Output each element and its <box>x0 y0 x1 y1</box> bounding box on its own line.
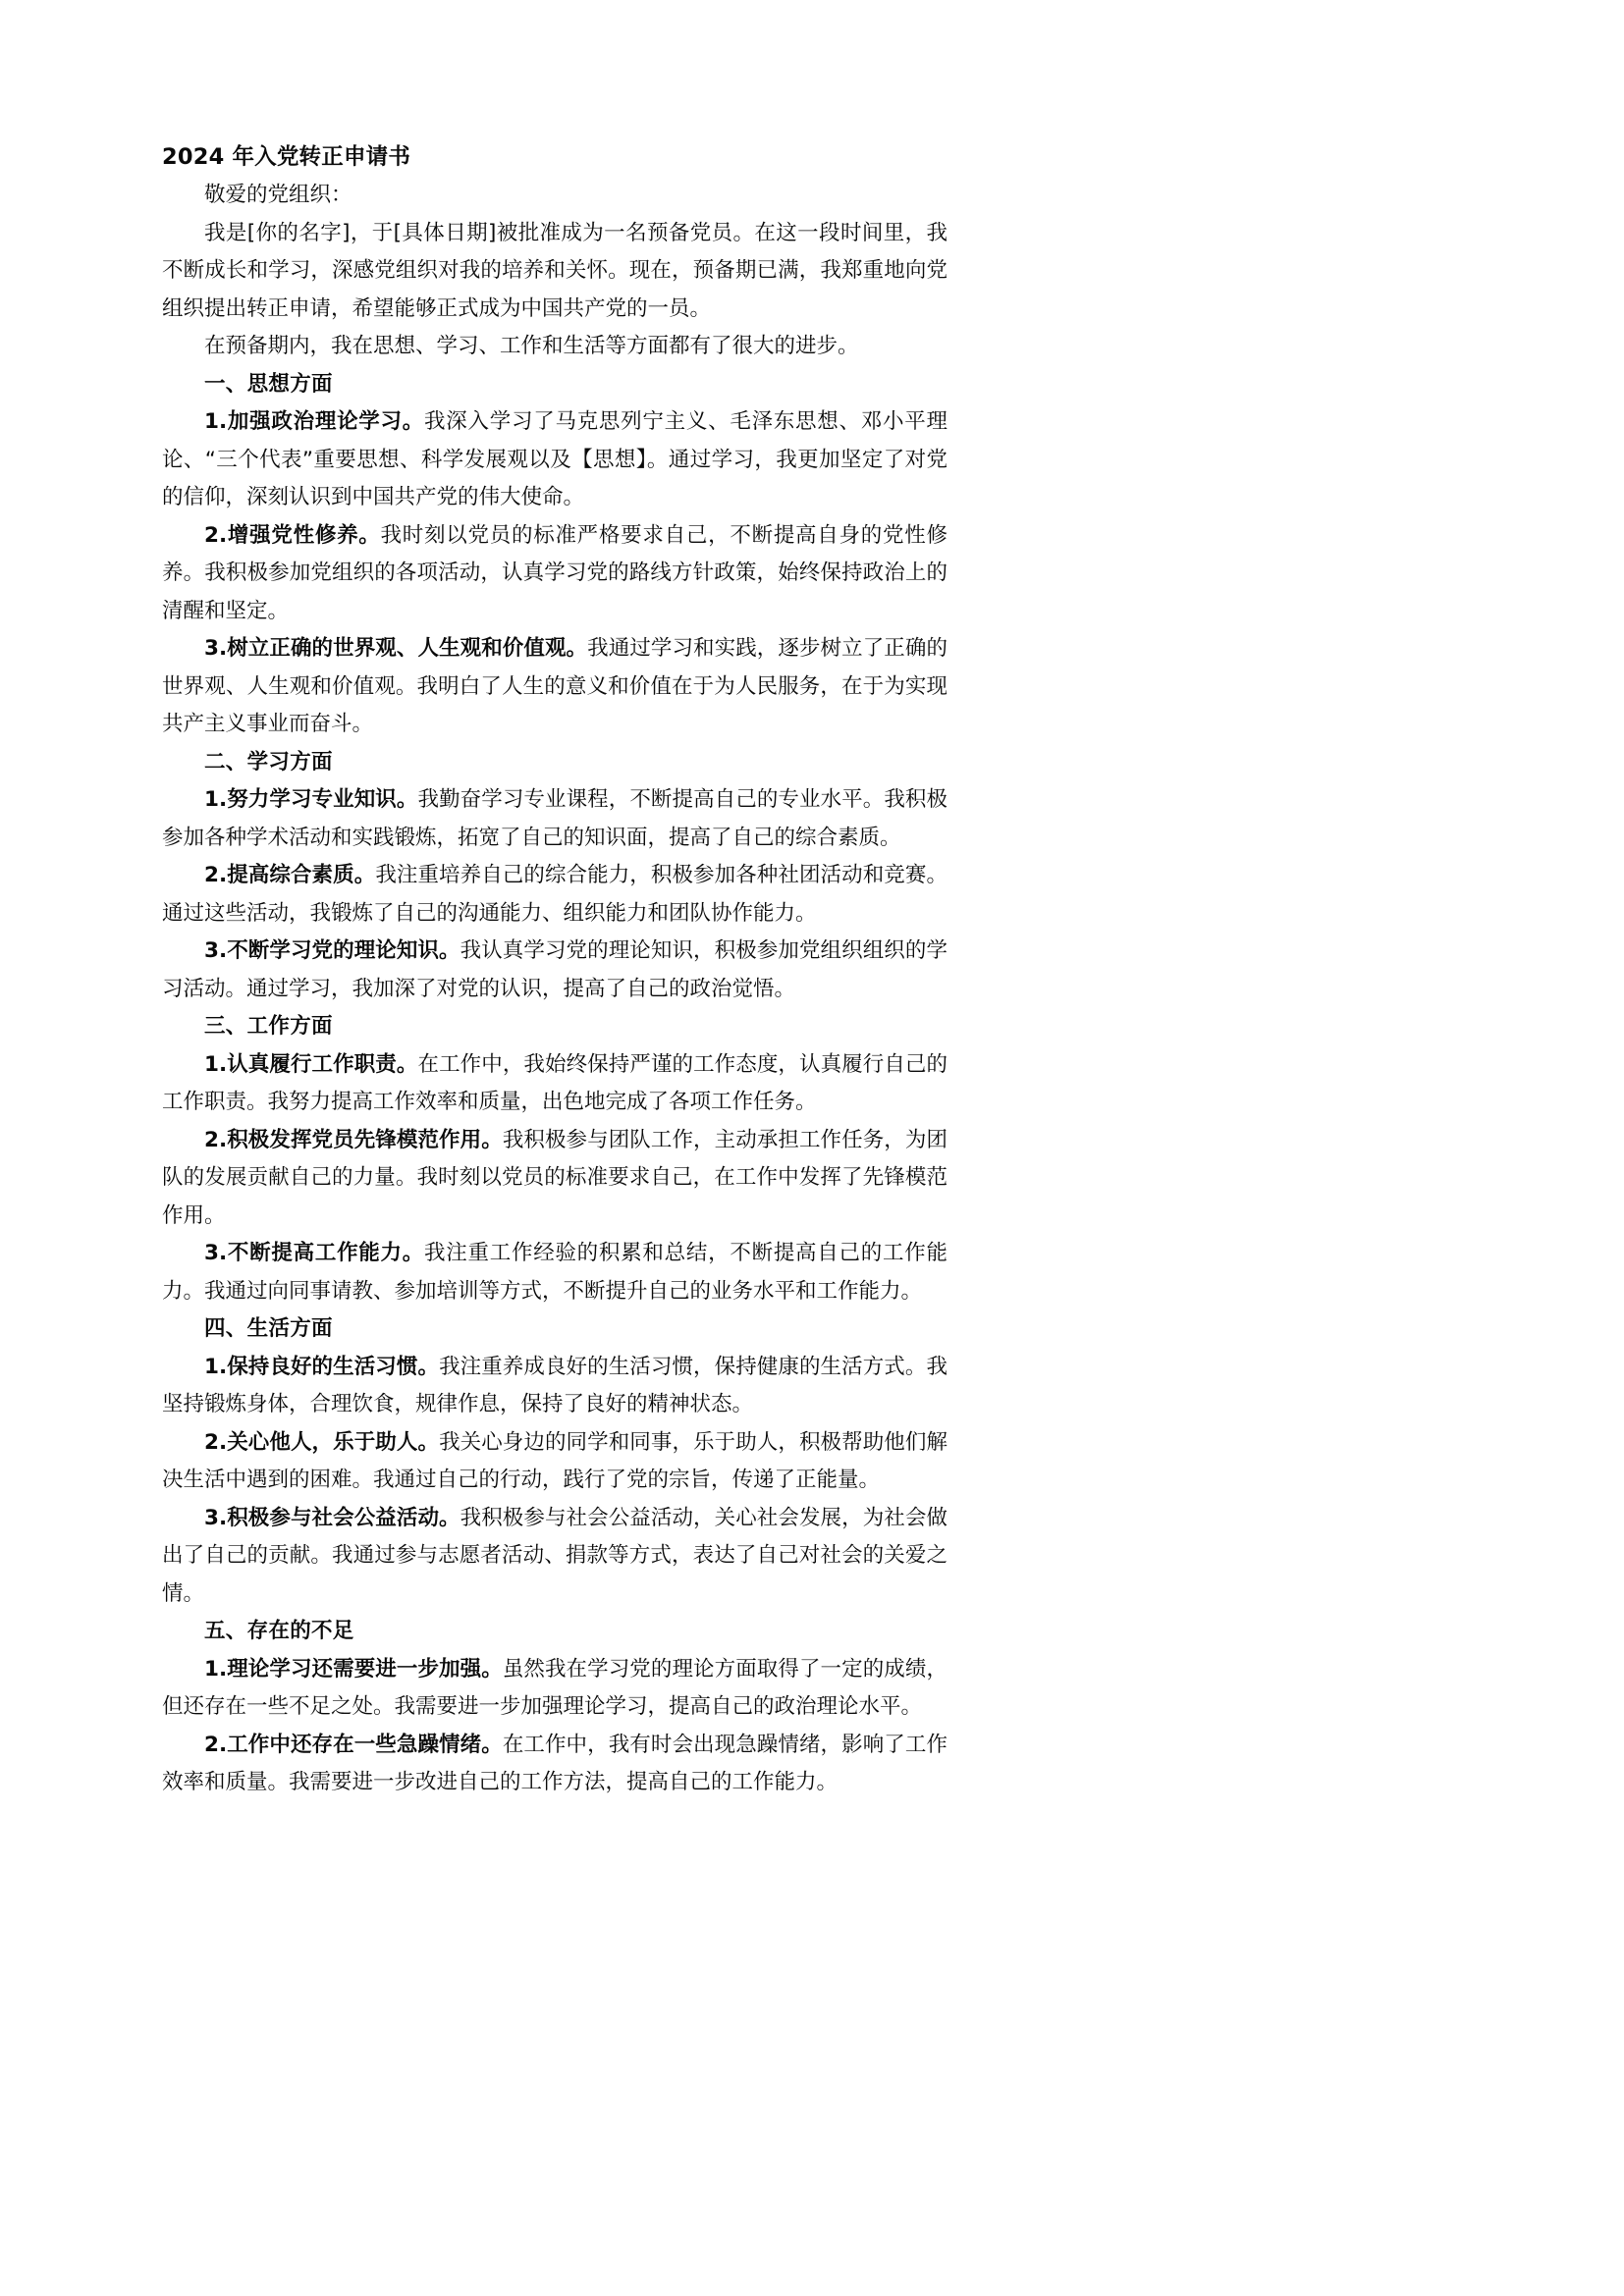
item-number: 3. <box>204 938 228 963</box>
section-2-item-3 <box>162 933 947 1008</box>
item-lead: 关心他人，乐于助人。 <box>227 1429 440 1455</box>
item-body: 我关心身边的同学和同事，乐于助人，积极帮助他们解决生活中遇到的困难。我通过自己的行动，践行了党的宗旨，传递了正能量。 <box>162 1429 947 1492</box>
section-heading-4: 四、生活方面 <box>204 1316 333 1341</box>
item-body: 虽然我在学习党的理论方面取得了一定的成绩，但还存在一些不足之处。我需要进一步加强理论学习，提高自己的政治理论水平。 <box>162 1656 947 1719</box>
intro-paragraph-2: 在预备期内，我在思想、学习、工作和生活等方面都有了很大的进步。 <box>204 334 859 358</box>
item-lead: 增强党性修养。 <box>227 522 381 548</box>
item-lead: 理论学习还需要进一步加强。 <box>227 1656 503 1682</box>
item-body: 我注重培养自己的综合能力，积极参加各种社团活动和竞赛。通过这些活动，我锻炼了自己的沟通能力、组织能力和团队协作能力。 <box>162 863 947 926</box>
item-lead: 不断学习党的理论知识。 <box>227 938 460 963</box>
section-3-item-2 <box>162 1122 947 1236</box>
section-heading-1: 一、思想方面 <box>204 371 333 397</box>
item-lead: 不断提高工作能力。 <box>227 1241 425 1265</box>
item-body: 我积极参与团队工作，主动承担工作任务，为团队的发展贡献自己的力量。我时刻以党员的标准要求自己，在工作中发挥了先锋模范作用。 <box>162 1127 947 1228</box>
item-body: 我时刻以党员的标准严格要求自己，不断提高自身的党性修养。我积极参加党组织的各项活动，认真学习党的路线方针政策，始终保持政治上的清醒和坚定。 <box>162 522 947 623</box>
item-number: 2. <box>204 1429 228 1455</box>
section-heading-5: 五、存在的不足 <box>204 1619 354 1643</box>
section-heading-2: 二、学习方面 <box>204 749 333 774</box>
item-lead: 提高综合素质。 <box>227 863 376 887</box>
item-lead: 积极发挥党员先锋模范作用。 <box>227 1127 503 1152</box>
item-body: 在工作中，我有时会出现急躁情绪，影响了工作效率和质量。我需要进一步改进自己的工作方法，提高自己的工作能力。 <box>162 1732 947 1794</box>
section-3-item-3 <box>162 1235 947 1310</box>
section-5-item-2 <box>162 1727 947 1802</box>
item-number: 1. <box>204 409 228 434</box>
item-body: 我注重工作经验的积累和总结，不断提高自己的工作能力。我通过向同事请教、参加培训等方式，不断提升自己的业务水平和工作能力。 <box>162 1241 947 1304</box>
item-number: 3. <box>204 1241 228 1265</box>
item-lead: 工作中还存在一些急躁情绪。 <box>227 1732 503 1757</box>
item-body: 我通过学习和实践，逐步树立了正确的世界观、人生观和价值观。我明白了人生的意义和价值在于为人民服务，在于为实现共产主义事业而奋斗。 <box>162 636 947 736</box>
section-1-item-3 <box>162 630 947 744</box>
intro-paragraph-1: 我是[你的名字]，于[具体日期]被批准成为一名预备党员。在这一段时间里，我不断成长和学习，深感党组织对我的培养和关怀。现在，预备期已满，我郑重地向党组织提出转正申请，希望能够正式成为中国共产党的一员。 <box>162 220 947 321</box>
document-body <box>162 137 947 1802</box>
item-number: 2. <box>204 1732 228 1757</box>
section-1-item-1 <box>162 403 947 517</box>
item-lead: 努力学习专业知识。 <box>227 787 418 812</box>
section-4-item-2 <box>162 1424 947 1500</box>
item-body: 我注重养成良好的生活习惯，保持健康的生活方式。我坚持锻炼身体，合理饮食，规律作息，保持了良好的精神状态。 <box>162 1354 947 1416</box>
item-number: 1. <box>204 1656 228 1682</box>
item-lead: 保持良好的生活习惯。 <box>227 1354 440 1379</box>
section-2-item-2 <box>162 857 947 933</box>
item-lead: 加强政治理论学习。 <box>227 409 425 434</box>
section-5-item-1 <box>162 1651 947 1727</box>
item-body: 我勤奋学习专业课程，不断提高自己的专业水平。我积极参加各种学术活动和实践锻炼，拓宽了自己的知识面，提高了自己的综合素质。 <box>162 787 947 850</box>
salutation: 敬爱的党组织： <box>204 183 352 207</box>
section-2-item-1 <box>162 781 947 857</box>
section-heading-3: 三、工作方面 <box>204 1014 333 1039</box>
item-lead: 树立正确的世界观、人生观和价值观。 <box>227 636 588 661</box>
item-body: 我积极参与社会公益活动，关心社会发展，为社会做出了自己的贡献。我通过参与志愿者活动、捐款等方式，表达了自己对社会的关爱之情。 <box>162 1505 947 1606</box>
item-number: 2. <box>204 863 228 887</box>
section-1-item-2 <box>162 517 947 631</box>
item-number: 1. <box>204 787 228 812</box>
item-number: 1. <box>204 1051 228 1077</box>
item-number: 3. <box>204 636 228 661</box>
item-body: 在工作中，我始终保持严谨的工作态度，认真履行自己的工作职责。我努力提高工作效率和质量，出色地完成了各项工作任务。 <box>162 1051 947 1114</box>
section-4-item-3 <box>162 1500 947 1614</box>
item-lead: 认真履行工作职责。 <box>227 1051 418 1077</box>
item-lead: 积极参与社会公益活动。 <box>227 1505 460 1530</box>
item-number: 2. <box>204 1127 228 1152</box>
section-3-item-1 <box>162 1046 947 1122</box>
item-number: 3. <box>204 1505 228 1530</box>
document-title: 2024 年入党转正申请书 <box>162 144 411 170</box>
item-body: 我深入学习了马克思列宁主义、毛泽东思想、邓小平理论、“三个代表”重要思想、科学发展观以及【思想】。通过学习，我更加坚定了对党的信仰，深刻认识到中国共产党的伟大使命。 <box>162 409 947 509</box>
section-4-item-1 <box>162 1349 947 1424</box>
item-body: 我认真学习党的理论知识，积极参加党组织组织的学习活动。通过学习，我加深了对党的认识，提高了自己的政治觉悟。 <box>162 938 947 1001</box>
item-number: 1. <box>204 1354 228 1379</box>
item-number: 2. <box>204 522 228 548</box>
